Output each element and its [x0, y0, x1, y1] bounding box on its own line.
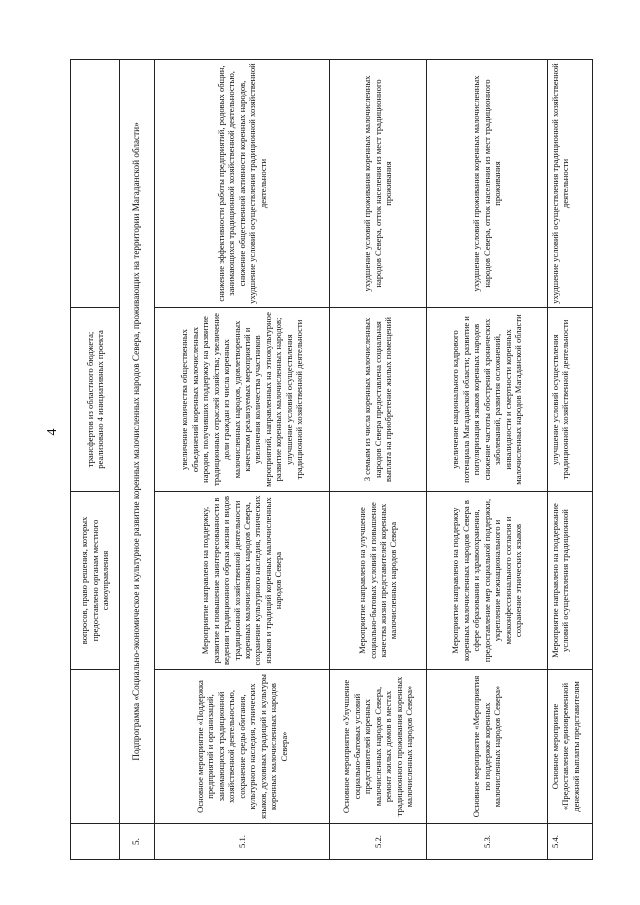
measure-description: Мероприятие направлено на поддержание условий осуществления традиционной: [548, 492, 593, 670]
measure-description: Мероприятие направлено на улучшение социально-бытовых условий и повышение качества жизни представителей коренных малочисленных народов Севера: [330, 492, 427, 670]
measure-consequence: ухудшение условий проживания коренных малочисленных народов Севера, отток населения из мест традиционного проживания: [427, 60, 548, 308]
table-row: [548, 60, 593, 860]
measure-result: увеличение национального кадрового потенциала Магаданской области; развитие и популяризация языков коренных народов снижение частоты обострений хронических заболеваний, развития осложнений, инвалидности и смертности коренных малочисленных народов Магаданской области: [427, 308, 548, 492]
table-cell: [71, 824, 120, 860]
measure-name: Основное мероприятие «Мероприятия по поддержке коренных малочисленных народов Севера»: [427, 670, 548, 824]
row-number: 5.4.: [548, 824, 593, 860]
subprogram-number: 5.: [120, 824, 155, 860]
table-row: [71, 60, 120, 860]
measure-result: увеличение количества общественных объединений коренных малочисленных народов, получивших поддержку на развитие традиционных отраслей хозяйства; увеличение доли граждан из числа коренных малочисленных народов, удовлетворенных качеством реализуемых мероприятий и увеличения количества участников мероприятий, направленных на этнокультурное развитие коренных малочисленных народов; улучшение условий осуществления традиционной хозяйственной деятельности: [155, 308, 330, 492]
measure-name: Основное мероприятие «Предоставление единовременной денежной выплаты представителям: [548, 670, 593, 824]
measure-description: Мероприятие направлено на поддержку коренных малочисленных народов Севера в сфере образования и здравоохранения, предоставление мер социальной поддержки, укрепление межнационального и межконфессионального согласия и сохранение этнических языков: [427, 492, 548, 670]
row-number: 5.1.: [155, 824, 330, 860]
subprogram-title: Подпрограмма «Социально-экономическое и культурное развитие коренных малочисленных народов Севера, проживающих на территории Магаданской области»: [120, 60, 155, 824]
measures-table: [70, 59, 593, 860]
measure-name: Основное мероприятие «Поддержка предприятий и организаций, занимающихся традиционной хозяйственной деятельностью, сохранение среды обитания, культурного наследия, этнических языков, духовных традиций и культуры коренных малочисленных народов Севера»: [155, 670, 330, 824]
measure-result: 3 семьям из числа коренных малочисленных народов Севера предоставлена социальная выплата на приобретение жилых помещений: [330, 308, 427, 492]
measure-result: улучшение условий осуществления традиционной хозяйственной деятельности: [548, 308, 593, 492]
table-row: [330, 60, 427, 860]
table-cell: [71, 60, 120, 308]
measure-consequence: снижение эффективности работы предприятий, родовых общин, занимающихся традиционной хозяйственной деятельностью, снижение общественной активности коренных народов, ухудшение условий осуществления традиционной хозяйственной деятельности: [155, 60, 330, 308]
row-number: 5.3.: [427, 824, 548, 860]
table-row: [155, 60, 330, 860]
measure-consequence: ухудшение условий проживания коренных малочисленных народов Севера, отток населения из мест традиционного проживания: [330, 60, 427, 308]
table-cell: [71, 670, 120, 824]
rotated-table-wrapper: [70, 60, 581, 860]
table-row: [427, 60, 548, 860]
page-number: 4: [45, 428, 60, 436]
table-cell: трансфертов из областного бюджета; реализовано 4 инициативных проекта: [71, 308, 120, 492]
measure-consequence: ухудшение условий осуществления традиционной хозяйственной деятельности: [548, 60, 593, 308]
measure-name: Основное мероприятие «Улучшение социально-бытовых условий представителей коренных малочисленных народов Севера, ремонт жилых домов в местах традиционного проживания коренных малочисленных народов Севера»: [330, 670, 427, 824]
measure-description: Мероприятие направлено на поддержку, развитие и повышение заинтересованности в ведении традиционного образа жизни и видов традиционной хозяйственной деятельности коренных малочисленных народов Севера, сохранение культурного наследия, этнических языков и традиций коренных малочисленных народов Севера: [155, 492, 330, 670]
row-number: 5.2.: [330, 824, 427, 860]
subprogram-row: [120, 60, 155, 860]
table-cell: вопросов, право решения, которых предоставлено органам местного самоуправления: [71, 492, 120, 670]
